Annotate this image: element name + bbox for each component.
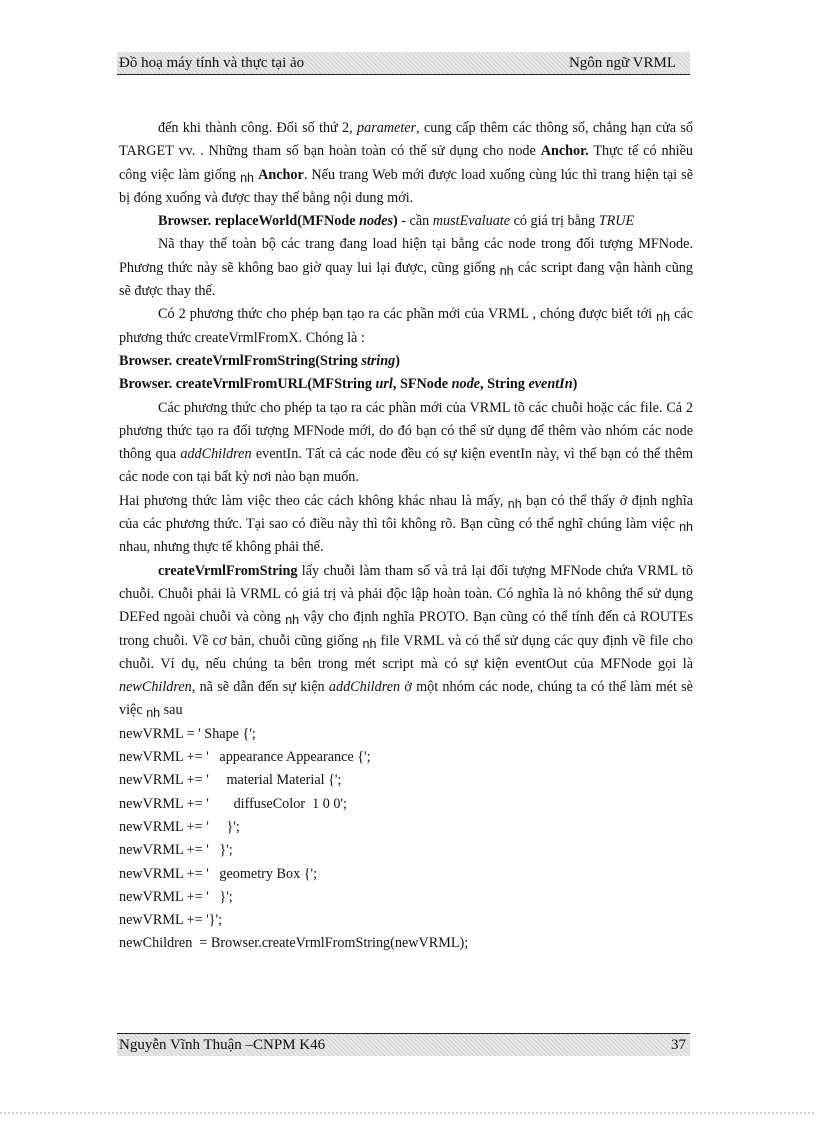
paragraph: Có 2 phương thức cho phép bạn tạo ra các phần mới của VRML , chóng được biết tới nh các phương thức createVrmlFromX. Chóng là :: [119, 306, 693, 346]
paragraph: Nã thay thế toàn bộ các trang đang load hiện tại bằng các node trong đối tượng MFNode. Phương thức này sẽ không bao giờ quay lui lại được, cũng giống nh các script đang vận hành cũng sẽ được thay thế.: [119, 236, 693, 300]
bold-text: , String: [479, 376, 529, 393]
inline-word: nh: [362, 636, 377, 651]
inline-word: nh: [146, 706, 161, 721]
inline-word: nh: [285, 613, 300, 628]
italic-text: parameter: [357, 120, 417, 136]
bold-italic-text: eventIn: [528, 376, 573, 393]
bold-italic-text: url: [375, 376, 393, 393]
page-edge-divider: [0, 1112, 816, 1114]
bold-text: Anchor: [258, 166, 304, 183]
paragraph: Các phương thức cho phép ta tạo ra các phần mới của VRML tõ các chuỗi hoặc các file. Cả 2 phương thức tạo ra đối tượng MFNode mới, do đó bạn có thể sử dụng để thêm vào nhóm các node thông qua addChildren eventIn. Tất cả các node đều có sự kiện eventIn này, vì thế bạn có thể thêm các node con tại bất kỳ nơi nào bạn muốn.: [119, 399, 693, 486]
code-line: newVRML += ' material Material {';: [119, 772, 342, 789]
inline-word: nh: [656, 310, 671, 325]
bold-text: Browser. createVrmlFromURL(MFString: [119, 376, 376, 393]
code-line: newVRML += ' diffuseColor 1 0 0';: [119, 795, 348, 812]
page-header: [117, 52, 690, 75]
code-line: newVRML += ' appearance Appearance {';: [119, 749, 371, 766]
paragraph: đến khi thành công. Đối số thứ 2, parameter, cung cấp thêm các thông số, chẳng hạn cửa sổ TARGET vv. . Những tham số bạn hoàn toàn có thể sử dụng cho node Anchor. Thực tế có nhiều công việc làm giống nh Anchor. Nếu trang Web mới được load xuống cùng lúc thì trang hiện tại sẽ bị đóng xuống và được thay thế bằng nội dung mới.: [119, 120, 694, 206]
bold-italic-text: node: [451, 376, 480, 393]
footer-author: Nguyễn Vĩnh Thuận –CNPM K46: [119, 1037, 326, 1053]
code-line: newVRML += ' }';: [119, 888, 233, 905]
method-signature: [119, 350, 693, 373]
header-title: Đồ hoạ máy tính và thực tại ảo: [119, 55, 305, 71]
bold-text: ): [393, 213, 398, 230]
bold-italic-text: nodes: [359, 213, 393, 230]
method-heading: Browser. replaceWorld(MFNode nodes) - cần mustEvaluate có giá trị bằng TRUE: [158, 213, 635, 230]
paragraph: Hai phương thức làm việc theo các cách không khác nhau là mấy, nh bạn có thể thấy ở định nghĩa của các phương thức. Tại sao có điều này thì tôi không rõ. Bạn cũng có thể nghĩ chúng làm việc nh nhau, nhưng thực tế không phải thế.: [119, 492, 693, 556]
document-body: [119, 117, 693, 956]
inline-word: nh: [499, 263, 514, 278]
code-line: newChildren = Browser.createVrmlFromString(newVRML);: [119, 935, 469, 952]
bold-text: , SFNode: [392, 376, 452, 393]
code-block: [119, 723, 693, 956]
italic-text: addChildren: [328, 679, 401, 696]
bold-text: ): [395, 352, 400, 369]
method-signature: [119, 373, 693, 396]
bold-text: Browser. replaceWorld(MFNode: [158, 213, 360, 230]
code-line: newVRML = ' Shape {';: [119, 725, 256, 742]
bold-text: Browser. createVrmlFromString(String: [119, 352, 362, 369]
bold-text: Anchor.: [540, 143, 589, 160]
inline-word: nh: [507, 496, 522, 511]
bold-italic-text: string: [361, 352, 396, 369]
code-line: newVRML += ' }';: [119, 842, 233, 859]
italic-text: TRUE: [598, 213, 635, 230]
italic-text: newChildren: [119, 679, 192, 696]
page-footer: [117, 1033, 690, 1056]
inline-word: nh: [240, 170, 255, 185]
inline-word: nh: [679, 520, 693, 535]
page-number: 37: [671, 1037, 686, 1053]
code-line: newVRML += '}';: [119, 912, 223, 929]
header-chapter: Ngôn ngữ VRML: [568, 55, 676, 71]
italic-text: mustEvaluate: [432, 213, 511, 230]
bold-text: createVrmlFromString: [158, 562, 298, 579]
italic-text: addChildren: [180, 446, 252, 463]
paragraph: createVrmlFromString lấy chuỗi làm tham số và trả lại đối tượng MFNode chứa VRML tõ chuỗi. Chuỗi phải là VRML có giá trị và phải độc lập hoàn toàn. Có nghĩa là nó không thể sử dụng DEFed ngoài chuỗi và còng nh vậy cho định nghĩa PROTO. Bạn cũng có thể tính đến cả ROUTEs trong chuỗi. Về cơ bản, chuỗi cũng giống nh file VRML và có thể sử dụng các quy định về file cho chuỗi. Ví dụ, nếu chúng ta bên trong mét script mà có sự kiện eventOut của MFNode gọi là newChildren, nã sẽ dẫn đến sự kiện addChildren ở một nhóm các node, chúng ta có thể làm mét sè việc nh sau: [119, 562, 693, 721]
bold-text: ): [572, 376, 578, 393]
code-line: newVRML += ' geometry Box {';: [119, 865, 318, 882]
code-line: newVRML += ' }';: [119, 818, 240, 835]
